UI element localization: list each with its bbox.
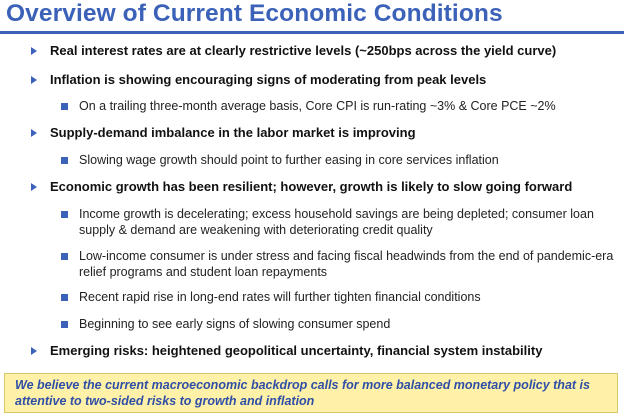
square-bullet-icon (61, 211, 68, 218)
square-bullet-icon (61, 103, 68, 110)
sub-bullet-text: Low-income consumer is under stress and facing fiscal headwinds from the end of pandemic-era relief programs and student loan repayments (79, 249, 614, 279)
square-bullet-icon (61, 157, 68, 164)
square-bullet-icon (61, 253, 68, 260)
bullet-text: Economic growth has been resilient; however, growth is likely to slow going forward (50, 179, 573, 194)
triangle-bullet-icon (31, 76, 37, 84)
page-title: Overview of Current Economic Conditions (6, 0, 503, 27)
sub-bullet-text: Beginning to see early signs of slowing consumer spend (79, 317, 391, 331)
bullet-text: Real interest rates are at clearly restrictive levels (~250bps across the yield curve) (50, 43, 557, 58)
triangle-bullet-icon (31, 47, 37, 55)
title-underline (0, 31, 624, 34)
callout-text: We believe the current macroeconomic backdrop calls for more balanced monetary policy that is attentive to two-sided risks to growth and inflation (15, 378, 590, 408)
bullet-text: Inflation is showing encouraging signs of moderating from peak levels (50, 72, 487, 87)
sub-bullet-text: On a trailing three-month average basis, Core CPI is run-rating ~3% & Core PCE ~2% (79, 99, 556, 113)
bullet-text: Supply-demand imbalance in the labor market is improving (50, 125, 416, 140)
sub-bullet-text: Income growth is decelerating; excess household savings are being depleted; consumer loan supply & demand are weakening with deteriorating credit quality (79, 207, 594, 237)
conclusion-callout (4, 373, 618, 413)
sub-bullet-text: Slowing wage growth should point to further easing in core services inflation (79, 153, 499, 167)
triangle-bullet-icon (31, 129, 37, 137)
sub-bullet-text: Recent rapid rise in long-end rates will further tighten financial conditions (79, 290, 481, 304)
bullet-text: Emerging risks: heightened geopolitical uncertainty, financial system instability (50, 343, 543, 358)
triangle-bullet-icon (31, 183, 37, 191)
square-bullet-icon (61, 294, 68, 301)
square-bullet-icon (61, 321, 68, 328)
triangle-bullet-icon (31, 347, 37, 355)
